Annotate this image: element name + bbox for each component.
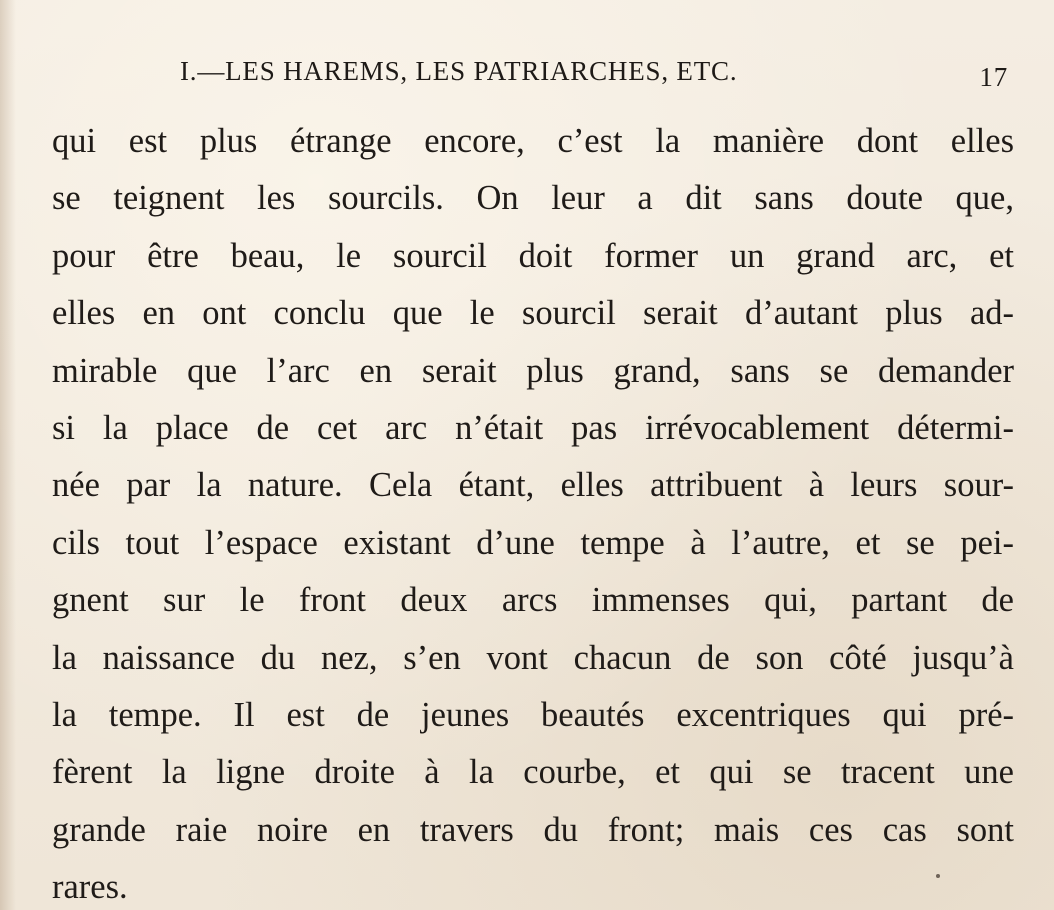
page-number: 17 bbox=[979, 62, 1008, 92]
text-line: rares. bbox=[52, 868, 128, 907]
text-line: se teignent les sourcils. On leur a dit sans doute que, bbox=[52, 179, 1014, 218]
running-head bbox=[180, 56, 1010, 96]
text-line: mirable que l’arc en serait plus grand, sans se demander bbox=[52, 351, 1014, 390]
running-head-title: I.—LES HAREMS, LES PATRIARCHES, ETC. bbox=[180, 56, 738, 86]
text-line: la tempe. Il est de jeunes beautés excentriques qui pré- bbox=[52, 696, 1014, 735]
text-line: qui est plus étrange encore, c’est la manière dont elles bbox=[52, 122, 1014, 160]
text-line: grande raie noire en travers du front; mais ces cas sont bbox=[52, 810, 1014, 849]
text-line: cils tout l’espace existant d’une tempe à l’autre, et se pei- bbox=[52, 523, 1014, 562]
text-line: fèrent la ligne droite à la courbe, et qui se tracent une bbox=[52, 753, 1014, 792]
text-line: née par la nature. Cela étant, elles attribuent à leurs sour- bbox=[52, 466, 1014, 505]
text-line: gnent sur le front deux arcs immenses qui, partant de bbox=[52, 581, 1014, 620]
text-line: pour être beau, le sourcil doit former un grand arc, et bbox=[52, 236, 1014, 275]
text-line: la naissance du nez, s’en vont chacun de son côté jusqu’à bbox=[52, 638, 1014, 677]
page-gutter-shadow bbox=[0, 0, 16, 910]
text-line: elles en ont conclu que le sourcil serait d’autant plus ad- bbox=[52, 294, 1014, 333]
body-paragraph bbox=[52, 113, 1014, 910]
text-line: si la place de cet arc n’était pas irrévocablement détermi- bbox=[52, 409, 1014, 448]
paper-speck bbox=[936, 874, 940, 878]
